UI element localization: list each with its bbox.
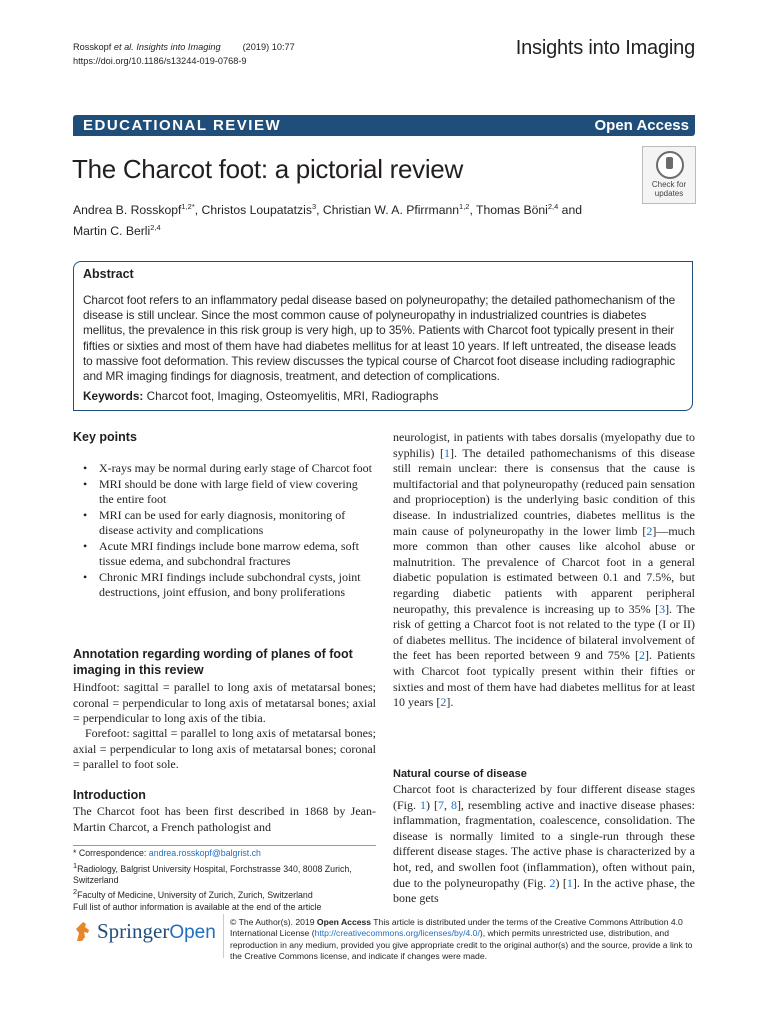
forefoot-paragraph: Forefoot: sagittal = parallel to long axis of metatarsal bones; axial = perpendicular to long axis of metatarsal bones; coronal = parallel to foot sole. [73,726,376,772]
publisher-name: Springer [97,919,170,943]
author-name[interactable]: Martin C. Berli [73,224,151,239]
author-name[interactable]: Andrea B. Rosskopf [73,203,182,218]
author-name[interactable]: Thomas Böni [476,203,548,218]
citation-authors: Rosskopf [73,42,114,52]
figure-link[interactable]: 2 [549,875,556,890]
check-updates-line1: Check for [651,180,687,189]
check-updates-line2: updates [654,189,684,198]
list-item: • X-rays may be normal during early stage of Charcot foot [73,461,373,477]
section-banner [73,115,695,136]
keywords-line [83,389,438,403]
license-open-access: Open Access [316,917,372,927]
list-item: • Chronic MRI findings include subchondral cysts, joint destructions, joint effusion, and bony proliferations [73,570,373,601]
author-affiliation: 1,2* [181,202,195,211]
correspondence-label: * Correspondence: [73,848,149,858]
citation-header [73,41,295,68]
footnotes: * Correspondence: andrea.rosskopf@balgrist.ch $^1$Radiology, Balgrist University Hospital, Forchstrasse 340, 8008 Zurich, Switzerland $^2$Faculty of Medicine, University of Zurich, Zurich, Switzerland Full list of author information is available at the end of the article [73,848,376,913]
keywords-list: Charcot foot, Imaging, Osteomyelitis, MRI, Radiographs [143,389,439,403]
footnote-divider [73,845,376,846]
reference-link[interactable]: 2 [638,648,645,663]
reference-link[interactable]: 2 [646,523,653,538]
author-name[interactable]: Christos Loupatatzis [201,203,312,218]
key-points-list [73,461,373,601]
reference-link[interactable]: 1 [443,445,450,460]
list-item: • MRI should be done with large field of view covering the entire foot [73,477,373,508]
keywords-label: Keywords: [83,389,144,403]
hindfoot-paragraph: Hindfoot: sagittal = parallel to long axis of metatarsal bones; coronal = perpendicular to long axis of metatarsal bones; axial = perpendicular to long axis of the tibia. [73,680,376,726]
figure-link[interactable]: 1 [419,797,426,812]
abstract-box [73,261,693,411]
key-points-heading: Key points [73,430,137,444]
reference-link[interactable]: 1 [566,875,573,890]
license-text: © The Author(s). 2019 Open Access This article is distributed under the terms of the Creative Commons Attribution 4.0 International License (http://creativecommons.org/licenses/by/4.0/), which permits unrestricted use, distribution, and reproduction in any medium, provided you give appropriate credit to the original author(s) and the source, provide a link to the Creative Commons license, and indicate if changes were made. [230,917,693,961]
author-affiliation: 2,4 [150,223,161,233]
introduction-continued: neurologist, in patients with tabes dorsalis (myelopathy due to syphilis) [1]. The detailed pathomechanisms of this disease still remain unclear: there is consensus that the cause is multifactorial and that polyneuropathy (reduced pain sensation and proprioception) is the underlying basic condition of this disease. In industrialized countries, diabetes mellitus is the main cause of polyneuropathy in the lower limb [2]—much more common than other causes like alcohol abuse or malnutrition. The prevalence of Charcot foot in a general diabetic population is estimated between 0.1 and 7.5%, but regarding diabetic patients with apparent peripheral neuropathy, this prevalence is increasing up to 35% [3]. The risk of getting a Charcot foot is not related to the type (I or II) of diabetes mellitus. The incidence of bilateral involvement of the feet has been reported between 9 and 75% [2]. Patients with Charcot foot typically present within their fifties or sixties and most of them have had diabetes mellitus for at least 10 years [2]. [393,430,695,710]
list-item: • Acute MRI findings include bone marrow edema, soft tissue edema, and subchondral fractures [73,539,373,570]
author-info-note: Full list of author information is available at the end of the article [73,901,322,912]
natural-course-heading: Natural course of disease [393,768,527,780]
article-title: The Charcot foot: a pictorial review [72,154,463,184]
natural-course-text: Charcot foot is characterized by four different disease stages (Fig. 1) [7, 8], resembling active and inactive disease phases: inflammation, fragmentation, coalescence, consolidation. The disease is normally limited to a single-run through these different disease stages. The active phase is characterized by a hot, red, and swollen foot (inflammation), often without pain, due to the polyneuropathy (Fig. 2) [1]. In the active phase, the bone gets [393,782,696,906]
introduction-heading: Introduction [73,788,146,802]
author-affiliation: 2,4 [547,202,559,211]
citation-journal: et al. Insights into Imaging [113,42,221,52]
correspondence-email-link[interactable]: andrea.rosskopf@balgrist.ch [148,848,261,858]
springer-horse-icon [73,921,93,943]
author-list: Andrea B. Rosskopf$^{1,2*}$, Christos Loupatatzis$^3$, Christian W. A. Pfirrmann$^{1,2}$, Thomas Böni$^{2,4}$ and Martin C. Berli$^{2,4}$ [73,202,583,239]
open-access-label: Open Access [594,117,689,134]
reference-link[interactable]: 7 [437,797,444,812]
author-affiliation: 3 [311,202,317,211]
author-affiliation: 1,2 [459,202,470,211]
author-name[interactable]: Christian W. A. Pfirrmann [322,203,460,218]
abstract-text: Charcot foot refers to an inflammatory pedal disease based on polyneuropathy; the detailed pathomechanism of the disease is still unclear. Since the most common cause of polyneuropathy in industrialized countries is diabetes mellitus, the prevalence in this risk group is very high, up to 35%. Patients with Charcot foot typically present in their fifties or sixties and most of them have had diabetes mellitus for at least 10 years. If left untreated, the disease leads to massive foot deformation. This review discusses the typical course of Charcot foot disease including radiographic and MR imaging findings for diagnosis, treatment, and detection of complications. [83,293,677,384]
affiliation-2: Faculty of Medicine, University of Zurich, Zurich, Switzerland [77,890,313,901]
annotation-heading: Annotation regarding wording of planes of foot imaging in this review [73,647,353,677]
doi-link[interactable]: https://doi.org/10.1186/s13244-019-0768-9 [73,55,247,66]
reference-link[interactable]: 3 [659,601,666,616]
affiliation-1: Radiology, Balgrist University Hospital, Forchstrasse 340, 8008 Zurich, Switzerland [73,863,352,885]
reference-link[interactable]: 2 [440,695,447,710]
citation-year: (2019) 10:77 [242,42,295,52]
section-label: EDUCATIONAL REVIEW [83,117,282,134]
publisher-open: Open [169,922,216,943]
bookmark-icon [656,151,684,179]
reference-link[interactable]: 8 [450,797,457,812]
license-link[interactable]: http://creativecommons.org/licenses/by/4.0/ [314,928,480,939]
check-for-updates-badge[interactable] [642,146,696,204]
footer-divider [223,914,224,958]
introduction-text: The Charcot foot has been first described in 1868 by Jean-Martin Charcot, a French pathologist and [73,804,376,834]
journal-name: Insights into Imaging [515,37,695,59]
list-item: • MRI can be used for early diagnosis, monitoring of disease activity and complications [73,508,373,539]
abstract-heading: Abstract [83,267,134,281]
